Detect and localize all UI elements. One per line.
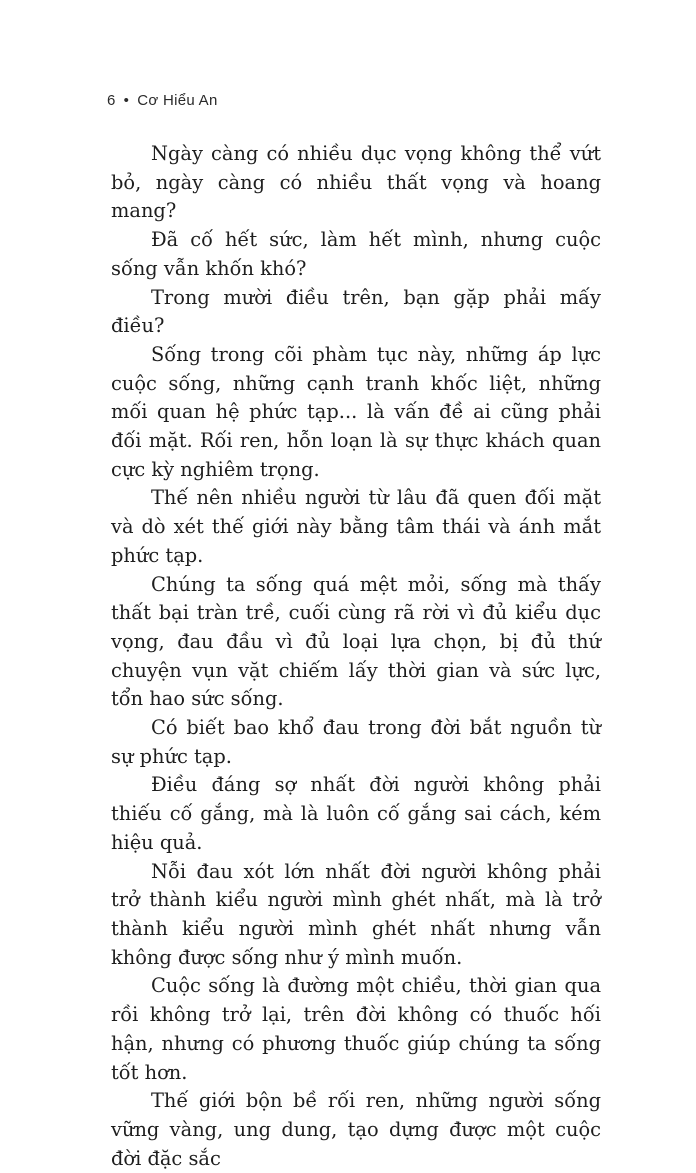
paragraph: Có biết bao khổ đau trong đời bắt nguồn từ sự phức tạp. <box>111 716 601 768</box>
running-head <box>107 92 218 109</box>
paragraph: Ngày càng có nhiều dục vọng không thể vứt bỏ, ngày càng có nhiều thất vọng và hoang mang? <box>111 142 601 223</box>
paragraph: Đã cố hết sức, làm hết mình, nhưng cuộc sống vẫn khốn khó? <box>111 228 601 280</box>
page-number: 6 <box>107 92 116 109</box>
paragraph: Chúng ta sống quá mệt mỏi, sống mà thấy thất bại tràn trề, cuối cùng rã rời vì đủ kiểu dục vọng, đau đầu vì đủ loại lựa chọn, bị đủ thứ chuyện vụn vặt chiếm lấy thời gian và sức lực, tổn hao sức sống. <box>111 572 601 711</box>
paragraph: Sống trong cõi phàm tục này, những áp lực cuộc sống, những cạnh tranh khốc liệt, những mối quan hệ phức tạp... là vấn đề ai cũng phải đối mặt. Rối ren, hỗn loạn là sự thực khách quan cực kỳ nghiêm trọng. <box>111 342 601 481</box>
paragraph: Cuộc sống là đường một chiều, thời gian qua rồi không trở lại, trên đời không có thuốc hối hận, nhưng có phương thuốc giúp chúng ta sống tốt hơn. <box>111 974 601 1084</box>
paragraph: Thế nên nhiều người từ lâu đã quen đối mặt và dò xét thế giới này bằng tâm thái và ánh mắt phức tạp. <box>111 486 601 567</box>
paragraph: Thế giới bộn bề rối ren, những người sống vững vàng, ung dung, tạo dựng được một cuộc đời đặc sắc <box>111 1089 601 1170</box>
body-text <box>111 140 601 1173</box>
paragraph: Trong mười điều trên, bạn gặp phải mấy điều? <box>111 285 601 338</box>
paragraph: Điều đáng sợ nhất đời người không phải thiếu cố gắng, mà là luôn cố gắng sai cách, kém hiệu quả. <box>111 773 601 854</box>
author-name: Cơ Hiểu An <box>137 92 218 109</box>
paragraph: Nỗi đau xót lớn nhất đời người không phải trở thành kiểu người mình ghét nhất, mà là trở thành kiểu người mình ghét nhất nhưng vẫn không được sống như ý mình muốn. <box>111 859 601 969</box>
header-separator: • <box>123 92 130 109</box>
